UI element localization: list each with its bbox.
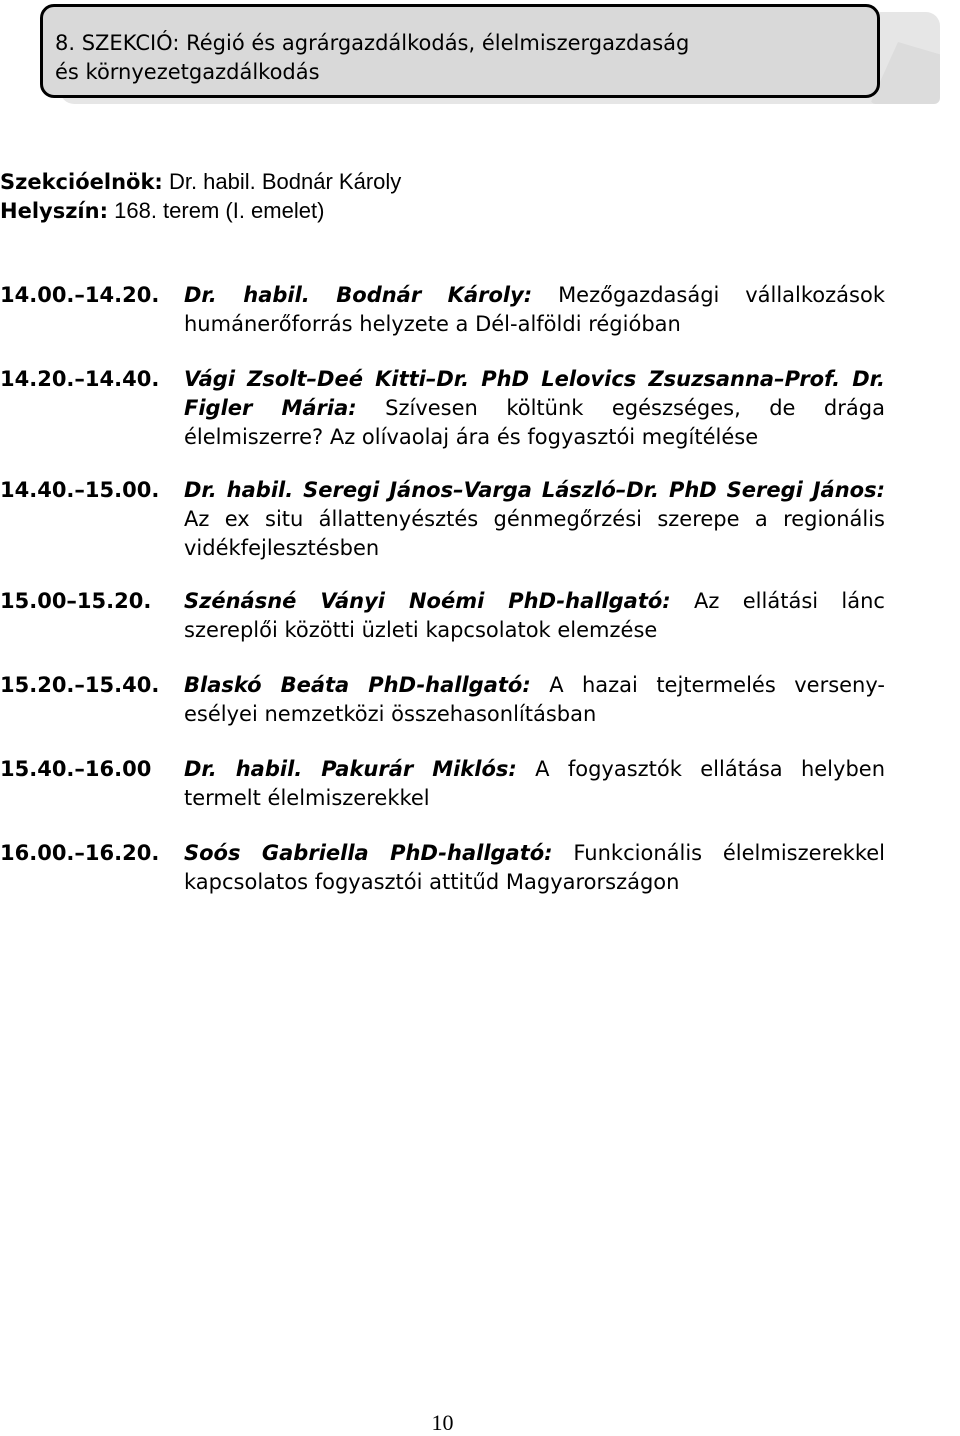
chair-value: Dr. habil. Bodnár Károly [168, 169, 402, 194]
session-time: 14.20.–14.40. [0, 367, 160, 391]
session-time: 15.00–15.20. [0, 589, 152, 613]
session-presenter: Soós Gabriella PhD-hallgató: [184, 841, 553, 865]
session-entry [0, 587, 885, 645]
section-title: 8. SZEKCIÓ: Régió és agrárgazdálkodás, élelmiszergazdaság és környezetgazdálkodás [55, 31, 690, 84]
session-title: A fogyasztók ellátása helyben termelt élelmiszerekkel [184, 757, 886, 810]
session-text [184, 587, 885, 645]
session-presenter: Dr. habil. Pakurár Miklós: [184, 757, 517, 781]
chair-label: Szekcióelnök: [0, 170, 163, 194]
session-entry [0, 671, 885, 729]
page-number: 10 [431, 1410, 454, 1435]
session-time: 14.40.–15.00. [0, 478, 160, 502]
venue-value: 168. terem (I. emelet) [114, 198, 325, 223]
session-entry [0, 839, 885, 897]
session-text [184, 671, 885, 729]
session-presenter: Vági Zsolt–Deé Kitti–Dr. PhD Lelovics Zsuzsanna–Prof. Dr. Figler Mária: [184, 367, 885, 420]
session-text [184, 281, 885, 339]
header-box [40, 4, 880, 98]
session-presenter: Blaskó Beáta PhD-hallgató: [184, 673, 531, 697]
session-title: Mezőgazdasági vállalkozások humánerőforrás helyzete a Dél-alföldi régióban [184, 283, 885, 336]
session-presenter: Szénásné Ványi Noémi PhD-hallgató: [184, 589, 671, 613]
session-title: A hazai tejtermelés verseny-esélyei nemzetközi összehasonlításban [184, 673, 886, 726]
chair-line [0, 168, 401, 196]
session-text [184, 365, 885, 452]
session-time: 15.20.–15.40. [0, 673, 160, 697]
session-entry [0, 365, 885, 452]
session-presenter: Dr. habil. Bodnár Károly: [184, 283, 533, 307]
section-header [40, 4, 940, 104]
session-text [184, 839, 885, 897]
venue-label: Helyszín: [0, 199, 108, 223]
session-title: Szívesen költünk egészséges, de drága élelmiszerre? Az olívaolaj ára és fogyasztói megítélése [184, 396, 885, 449]
session-presenter: Dr. habil. Seregi János–Varga László–Dr. PhD Seregi János: [184, 478, 885, 502]
session-time: 14.00.–14.20. [0, 283, 160, 307]
session-title: Funkcionális élelmiszerekkel kapcsolatos fogyasztói attitűd Magyarországon [184, 841, 885, 894]
session-text [184, 755, 885, 813]
session-time: 16.00.–16.20. [0, 841, 160, 865]
session-title: Az ex situ állattenyésztés génmegőrzési szerepe a regionális vidékfejlesztésben [184, 507, 885, 560]
session-time: 15.40.–16.00 [0, 757, 152, 781]
session-entry [0, 755, 885, 813]
session-entry [0, 476, 885, 563]
session-title: Az ellátási lánc szereplői közötti üzleti kapcsolatok elemzése [184, 589, 885, 642]
session-entry [0, 281, 885, 339]
venue-line [0, 197, 324, 225]
session-text [184, 476, 885, 563]
